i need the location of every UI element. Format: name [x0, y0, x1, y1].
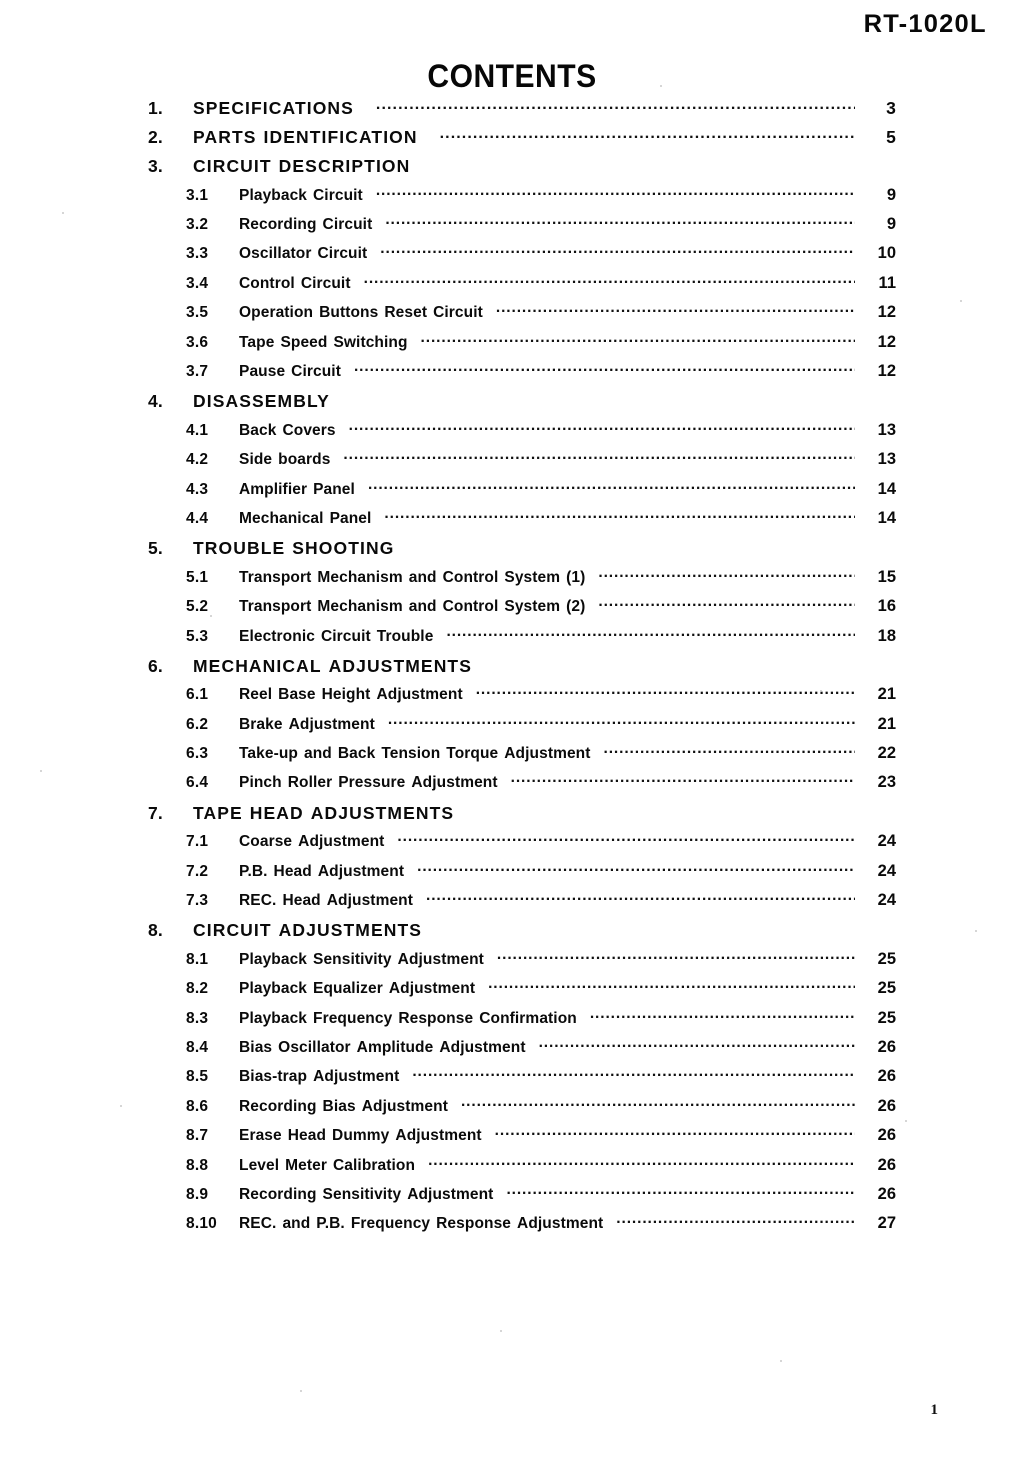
toc-entry-page: 24: [877, 861, 896, 880]
toc-dot-leader: [417, 860, 855, 876]
toc-entry-number: 3.3: [186, 245, 209, 263]
toc-entry-title: Playback Frequency Response Confirmation: [239, 1009, 577, 1027]
toc-entry-title: TROUBLE SHOOTING: [193, 538, 395, 559]
toc-entry-title: Level Meter Calibration: [239, 1156, 416, 1174]
toc-entry[interactable]: [148, 272, 896, 301]
toc-entry-number: 8.9: [186, 1185, 209, 1203]
toc-entry[interactable]: [148, 1213, 896, 1242]
toc-entry-title: Transport Mechanism and Control System (1): [239, 568, 586, 586]
toc-entry-title: Electronic Circuit Trouble: [239, 627, 434, 645]
toc-entry-page: 13: [877, 420, 896, 439]
toc-entry[interactable]: [148, 1037, 896, 1066]
toc-entry-page: 5: [886, 126, 896, 147]
toc-dot-leader: [598, 566, 855, 582]
toc-dot-leader: [380, 243, 855, 259]
toc-entry-number: 8.3: [186, 1009, 209, 1027]
toc-dot-leader: [497, 948, 855, 964]
toc-entry-number: 8.10: [186, 1215, 217, 1233]
toc-entry[interactable]: [148, 743, 896, 772]
toc-entry[interactable]: [148, 155, 896, 184]
toc-dot-leader: [461, 1095, 855, 1111]
toc-dot-leader: [376, 96, 855, 114]
toc-dot-leader: [388, 713, 855, 729]
scan-speckle: [500, 1330, 502, 1332]
toc-entry-title: Amplifier Panel: [239, 480, 355, 498]
toc-dot-leader: [364, 272, 855, 288]
toc-entry-title: TAPE HEAD ADJUSTMENTS: [193, 802, 455, 823]
toc-entry[interactable]: [148, 214, 896, 243]
toc-entry-title: CIRCUIT DESCRIPTION: [193, 156, 411, 177]
toc-entry-page: 25: [877, 1008, 896, 1027]
toc-entry[interactable]: [148, 1154, 896, 1183]
toc-entry[interactable]: [148, 596, 896, 625]
scan-speckle: [780, 1360, 782, 1362]
toc-entry[interactable]: [148, 390, 896, 419]
page-title-text: CONTENTS: [426, 58, 597, 94]
toc-entry-number: 4.: [148, 391, 163, 412]
scan-speckle: [300, 1390, 302, 1392]
toc-entry-number: 3.2: [186, 216, 209, 234]
toc-entry-page: 9: [886, 215, 896, 234]
scan-speckle: [820, 690, 822, 692]
toc-entry-title: Side boards: [239, 451, 331, 469]
toc-entry-title: Pause Circuit: [239, 363, 341, 381]
toc-dot-leader: [428, 1154, 855, 1170]
toc-entry-page: 14: [877, 508, 896, 527]
toc-entry-page: 12: [877, 332, 896, 351]
toc-entry[interactable]: [148, 331, 896, 360]
toc-entry-title: SPECIFICATIONS: [193, 97, 354, 118]
table-of-contents: [148, 96, 896, 1242]
toc-entry-number: 8.7: [186, 1127, 209, 1145]
toc-entry[interactable]: [148, 713, 896, 742]
toc-entry-number: 3.6: [186, 333, 209, 351]
toc-entry-number: 5.3: [186, 627, 209, 645]
scan-speckle: [120, 1105, 122, 1107]
toc-entry-page: 26: [877, 1126, 896, 1145]
toc-entry-page: 13: [877, 450, 896, 469]
toc-entry-page: 26: [877, 1155, 896, 1174]
toc-entry-number: 3.5: [186, 304, 209, 322]
toc-dot-leader: [590, 1007, 855, 1023]
toc-entry[interactable]: [148, 449, 896, 478]
toc-entry-title: Playback Circuit: [239, 186, 363, 204]
toc-entry-number: 3.: [148, 156, 163, 177]
toc-entry-number: 4.1: [186, 421, 209, 439]
page-title: [0, 58, 1023, 95]
toc-dot-leader: [349, 419, 855, 435]
toc-entry-page: 14: [877, 479, 896, 498]
toc-entry-title: Erase Head Dummy Adjustment: [239, 1127, 482, 1145]
toc-entry-title: Reel Base Height Adjustment: [239, 686, 463, 704]
toc-entry[interactable]: [148, 831, 896, 860]
toc-entry-number: 2.: [148, 126, 163, 147]
toc-entry[interactable]: [148, 96, 896, 125]
toc-entry-page: 15: [877, 567, 896, 586]
toc-entry-page: 16: [877, 597, 896, 616]
toc-entry[interactable]: [148, 184, 896, 213]
toc-dot-leader: [598, 596, 855, 612]
toc-entry-title: Mechanical Panel: [239, 509, 372, 527]
toc-entry-page: 26: [877, 1038, 896, 1056]
toc-entry-page: 18: [877, 626, 896, 645]
toc-entry-number: 8.5: [186, 1068, 209, 1086]
toc-entry-title: CIRCUIT ADJUSTMENTS: [193, 920, 423, 941]
toc-entry[interactable]: [148, 919, 896, 948]
toc-entry-number: 8.4: [186, 1039, 209, 1056]
toc-entry[interactable]: [148, 478, 896, 507]
toc-entry-page: 10: [877, 244, 896, 263]
toc-entry-title: Bias-trap Adjustment: [239, 1068, 400, 1086]
toc-entry-page: 9: [886, 185, 896, 204]
toc-entry-number: 8.8: [186, 1156, 209, 1174]
toc-entry-number: 3.4: [186, 274, 209, 292]
toc-entry-page: 3: [886, 97, 896, 118]
toc-entry-title: Brake Adjustment: [239, 715, 375, 733]
toc-entry[interactable]: [148, 890, 896, 919]
scan-speckle: [660, 85, 662, 87]
toc-dot-leader: [476, 684, 855, 700]
toc-entry-page: 24: [877, 891, 896, 910]
scan-speckle: [975, 930, 977, 932]
toc-entry-number: 5.2: [186, 598, 209, 616]
toc-entry-page: 24: [877, 832, 896, 851]
toc-entry[interactable]: [148, 125, 896, 154]
toc-entry-title: Oscillator Circuit: [239, 245, 368, 263]
toc-entry[interactable]: [148, 978, 896, 1007]
toc-entry-number: 8.: [148, 920, 163, 941]
toc-dot-leader: [426, 890, 855, 906]
toc-dot-leader: [384, 507, 855, 523]
toc-entry-number: 8.1: [186, 950, 209, 968]
toc-entry[interactable]: [148, 654, 896, 683]
toc-entry-title: Pinch Roller Pressure Adjustment: [239, 774, 498, 792]
toc-dot-leader: [496, 302, 855, 318]
toc-entry[interactable]: [148, 625, 896, 654]
footer-page-number: 1: [930, 1402, 938, 1418]
toc-entry-number: 3.1: [186, 186, 209, 204]
toc-dot-leader: [354, 361, 855, 377]
toc-entry-title: REC. and P.B. Frequency Response Adjustment: [239, 1215, 604, 1233]
toc-entry-number: 5.1: [186, 568, 209, 586]
toc-entry-title: MECHANICAL ADJUSTMENTS: [193, 655, 472, 676]
toc-entry[interactable]: [148, 507, 896, 536]
toc-entry[interactable]: [148, 1125, 896, 1154]
toc-entry[interactable]: [148, 1066, 896, 1095]
scan-speckle: [960, 300, 962, 302]
toc-entry-number: 4.3: [186, 480, 209, 498]
toc-entry-number: 7.1: [186, 833, 209, 851]
toc-entry-title: Transport Mechanism and Control System (2): [239, 598, 586, 616]
toc-entry-number: 6.2: [186, 715, 209, 733]
toc-entry-title: Playback Equalizer Adjustment: [239, 980, 476, 998]
toc-entry-title: PARTS IDENTIFICATION: [193, 126, 418, 147]
toc-entry-title: Take-up and Back Tension Torque Adjustment: [239, 745, 591, 763]
toc-entry-title: Control Circuit: [239, 274, 351, 292]
toc-dot-leader: [368, 478, 855, 494]
toc-entry-page: 25: [877, 979, 896, 998]
toc-dot-leader: [604, 743, 855, 759]
toc-dot-leader: [343, 449, 855, 465]
toc-dot-leader: [511, 772, 855, 788]
toc-entry[interactable]: [148, 1007, 896, 1036]
toc-dot-leader: [376, 184, 855, 200]
toc-entry[interactable]: [148, 537, 896, 566]
toc-dot-leader: [539, 1037, 855, 1053]
toc-entry-page: 21: [877, 714, 896, 733]
toc-entry-page: 21: [877, 685, 896, 704]
toc-dot-leader: [488, 978, 855, 994]
toc-dot-leader: [440, 125, 855, 143]
toc-entry-number: 8.2: [186, 980, 209, 998]
toc-entry-number: 4.2: [186, 451, 209, 469]
toc-entry-title: Recording Sensitivity Adjustment: [239, 1185, 494, 1203]
toc-entry-number: 7.2: [186, 862, 209, 880]
toc-entry[interactable]: [148, 419, 896, 448]
toc-entry-number: 1.: [148, 97, 163, 118]
toc-dot-leader: [385, 214, 855, 230]
toc-entry-number: 4.4: [186, 509, 209, 527]
toc-entry-title: Playback Sensitivity Adjustment: [239, 950, 484, 968]
toc-entry-title: Coarse Adjustment: [239, 833, 385, 851]
toc-entry-number: 6.3: [186, 745, 209, 763]
scan-speckle: [40, 770, 42, 772]
toc-entry-number: 6.4: [186, 774, 209, 792]
toc-entry-page: 12: [877, 362, 896, 381]
toc-entry[interactable]: [148, 684, 896, 713]
toc-entry-title: REC. Head Adjustment: [239, 892, 413, 910]
toc-dot-leader: [397, 831, 855, 847]
toc-entry-page: 12: [877, 303, 896, 322]
toc-entry-page: 26: [877, 1096, 896, 1115]
toc-dot-leader: [506, 1183, 855, 1199]
toc-entry-page: 22: [877, 744, 896, 763]
toc-entry-page: 26: [877, 1067, 896, 1086]
toc-entry-title: Bias Oscillator Amplitude Adjustment: [239, 1039, 526, 1056]
toc-entry-title: Recording Circuit: [239, 216, 373, 234]
toc-entry[interactable]: [148, 1183, 896, 1212]
toc-entry-page: 25: [877, 949, 896, 968]
toc-entry[interactable]: [148, 772, 896, 801]
toc-entry-number: 7.3: [186, 892, 209, 910]
toc-entry[interactable]: [148, 948, 896, 977]
toc-entry[interactable]: [148, 860, 896, 889]
scan-speckle: [210, 615, 212, 617]
scan-speckle: [62, 212, 64, 214]
toc-entry-title: Tape Speed Switching: [239, 333, 408, 351]
model-number: RT-1020L: [863, 10, 987, 38]
toc-entry[interactable]: [148, 243, 896, 272]
toc-entry[interactable]: [148, 1095, 896, 1124]
toc-entry-title: Recording Bias Adjustment: [239, 1097, 448, 1115]
toc-entry-number: 7.: [148, 802, 163, 823]
scan-speckle: [905, 1120, 907, 1122]
toc-entry-page: 23: [877, 773, 896, 792]
toc-entry[interactable]: [148, 566, 896, 595]
toc-entry-page: 11: [878, 273, 896, 292]
toc-entry-title: DISASSEMBLY: [193, 391, 330, 412]
toc-dot-leader: [412, 1066, 855, 1082]
toc-dot-leader: [495, 1125, 855, 1141]
toc-entry[interactable]: [148, 302, 896, 331]
toc-entry-page: 26: [877, 1184, 896, 1203]
toc-entry-number: 3.7: [186, 363, 209, 381]
toc-dot-leader: [446, 625, 855, 641]
toc-dot-leader: [616, 1213, 855, 1229]
toc-entry-page: 27: [877, 1214, 896, 1233]
toc-entry-number: 6.1: [186, 686, 209, 704]
toc-entry-title: P.B. Head Adjustment: [239, 862, 405, 880]
toc-entry-title: Back Covers: [239, 421, 336, 439]
toc-entry-title: Operation Buttons Reset Circuit: [239, 304, 483, 322]
toc-entry-number: 5.: [148, 538, 163, 559]
toc-entry[interactable]: [148, 801, 896, 830]
toc-entry-number: 6.: [148, 655, 163, 676]
toc-dot-leader: [421, 331, 855, 347]
toc-entry-number: 8.6: [186, 1097, 209, 1115]
toc-entry[interactable]: [148, 361, 896, 390]
